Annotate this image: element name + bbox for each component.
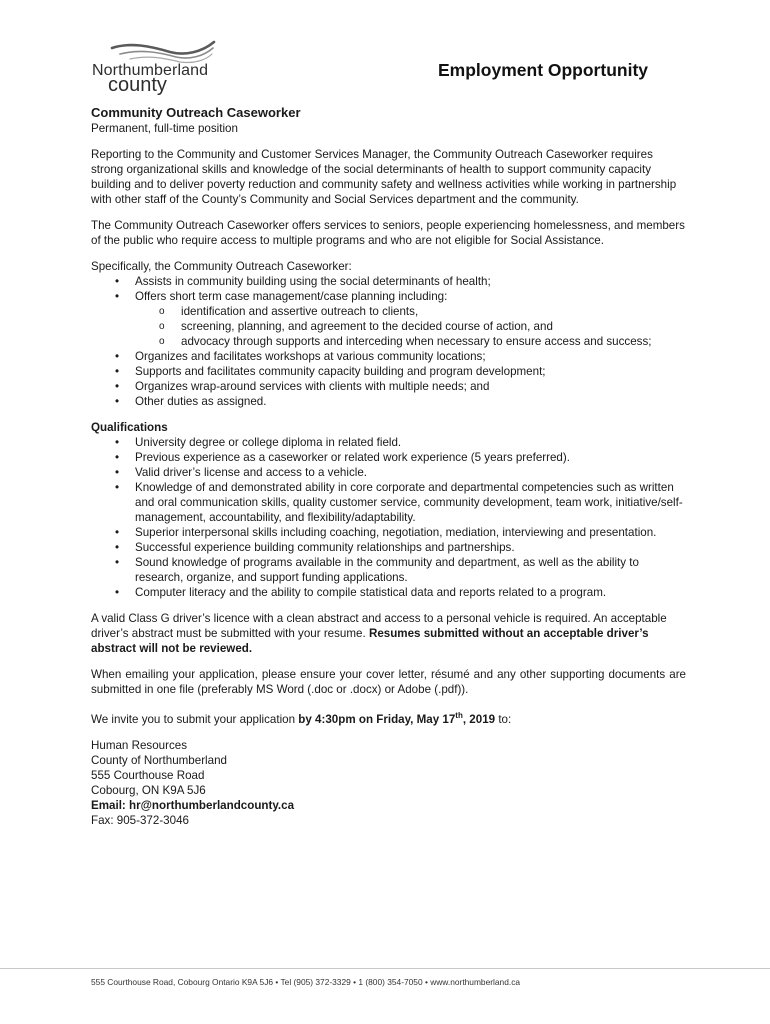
document-body <box>91 105 686 828</box>
licence-paragraph <box>91 611 686 656</box>
list-item-text: Offers short term case management/case planning including: <box>135 290 448 303</box>
list-item: • University degree or college diploma in related field. <box>135 435 686 450</box>
contact-block <box>91 738 686 828</box>
footer-address: 555 Courthouse Road, Cobourg Ontario K9A 5J6 • Tel (905) 372-3329 • 1 (800) 354-7050 • www.northumberland.ca <box>91 977 521 987</box>
job-title: Community Outreach Caseworker <box>91 105 301 120</box>
intro-paragraph-1: Reporting to the Community and Customer Services Manager, the Community Outreach Caseworker requires strong organizational skills and knowledge of the social determinants of health to support community capacity building and to deliver poverty reduction and community safety and wellness activities while working in partnership with other staff of the County’s Community and Social Services department and the community. <box>91 148 677 206</box>
licence-warning: Resumes submitted without an acceptable driver’s abstract will not be reviewed. <box>91 627 649 655</box>
document-title: Employment Opportunity <box>438 60 648 80</box>
list-item: • Previous experience as a caseworker or related work experience (5 years preferred). <box>135 450 686 465</box>
sublist-item: o advocacy through supports and interceding when necessary to ensure access and success; <box>181 334 686 349</box>
list-item: • Successful experience building community relationships and partnerships. <box>135 540 686 555</box>
deadline-date-suffix: th <box>455 711 463 720</box>
list-item: • Sound knowledge of programs available in the community and department, as well as the ability to research, organize, and support funding applications. <box>135 555 686 585</box>
logo-wordmark-northumberland: Northumberland <box>92 62 209 79</box>
emailing-paragraph: When emailing your application, please ensure your cover letter, résumé and any other supporting documents are submitted in one file (preferably MS Word (.doc or .docx) or Adobe (.pdf)). <box>91 668 686 696</box>
qualifications-heading: Qualifications <box>91 421 168 434</box>
list-item: • Assists in community building using the social determinants of health; <box>135 274 686 289</box>
intro-paragraph-2: The Community Outreach Caseworker offers services to seniors, people experiencing homelessness, and members of the public who require access to multiple programs and who are not eligible for Social Assistance. <box>91 219 685 247</box>
deadline-paragraph <box>91 708 686 727</box>
sublist-item: o identification and assertive outreach to clients, <box>181 304 686 319</box>
list-item: • Organizes wrap-around services with clients with multiple needs; and <box>135 379 686 394</box>
duties-list <box>91 274 686 409</box>
list-item: • Computer literacy and the ability to compile statistical data and reports related to a program. <box>135 585 686 600</box>
contact-fax: Fax: 905-372-3046 <box>91 813 189 827</box>
contact-line: 555 Courthouse Road <box>91 768 205 782</box>
contact-email[interactable]: Email: hr@northumberlandcounty.ca <box>91 798 295 812</box>
list-item: • Knowledge of and demonstrated ability in core corporate and departmental competencies such as written and oral communication skills, quality customer service, community development, team work, initiative/self-management, accountability, and flexibility/adaptability. <box>135 480 686 525</box>
deadline-suffix: to: <box>495 712 512 726</box>
contact-line: Cobourg, ON K9A 5J6 <box>91 783 206 797</box>
county-logo <box>92 40 242 96</box>
list-item: • Superior interpersonal skills including coaching, negotiation, mediation, interviewing and presentation. <box>135 525 686 540</box>
footer-divider <box>0 968 770 969</box>
contact-line: County of Northumberland <box>91 753 227 767</box>
list-item: • Organizes and facilitates workshops at various community locations; <box>135 349 686 364</box>
job-subtitle: Permanent, full-time position <box>91 122 238 135</box>
duties-lead: Specifically, the Community Outreach Caseworker: <box>91 260 352 273</box>
licence-text: A valid Class G driver’s licence with a clean abstract and access to a personal vehicle is required. An acceptable driver’s abstract must be submitted with your resume. <box>91 612 667 640</box>
logo-wordmark-county: county <box>108 74 167 96</box>
list-item: • Supports and facilitates community capacity building and program development; <box>135 364 686 379</box>
list-item: • Valid driver’s license and access to a vehicle. <box>135 465 686 480</box>
list-item <box>135 289 686 349</box>
deadline-prefix: We invite you to submit your application <box>91 712 299 726</box>
qualifications-list <box>91 435 686 600</box>
sublist-item: o screening, planning, and agreement to the decided course of action, and <box>181 319 686 334</box>
deadline-date: by 4:30pm on Friday, May 17th, 2019 <box>298 711 496 726</box>
contact-line: Human Resources <box>91 738 188 752</box>
list-item: • Other duties as assigned. <box>135 394 686 409</box>
duties-sublist <box>135 304 686 349</box>
